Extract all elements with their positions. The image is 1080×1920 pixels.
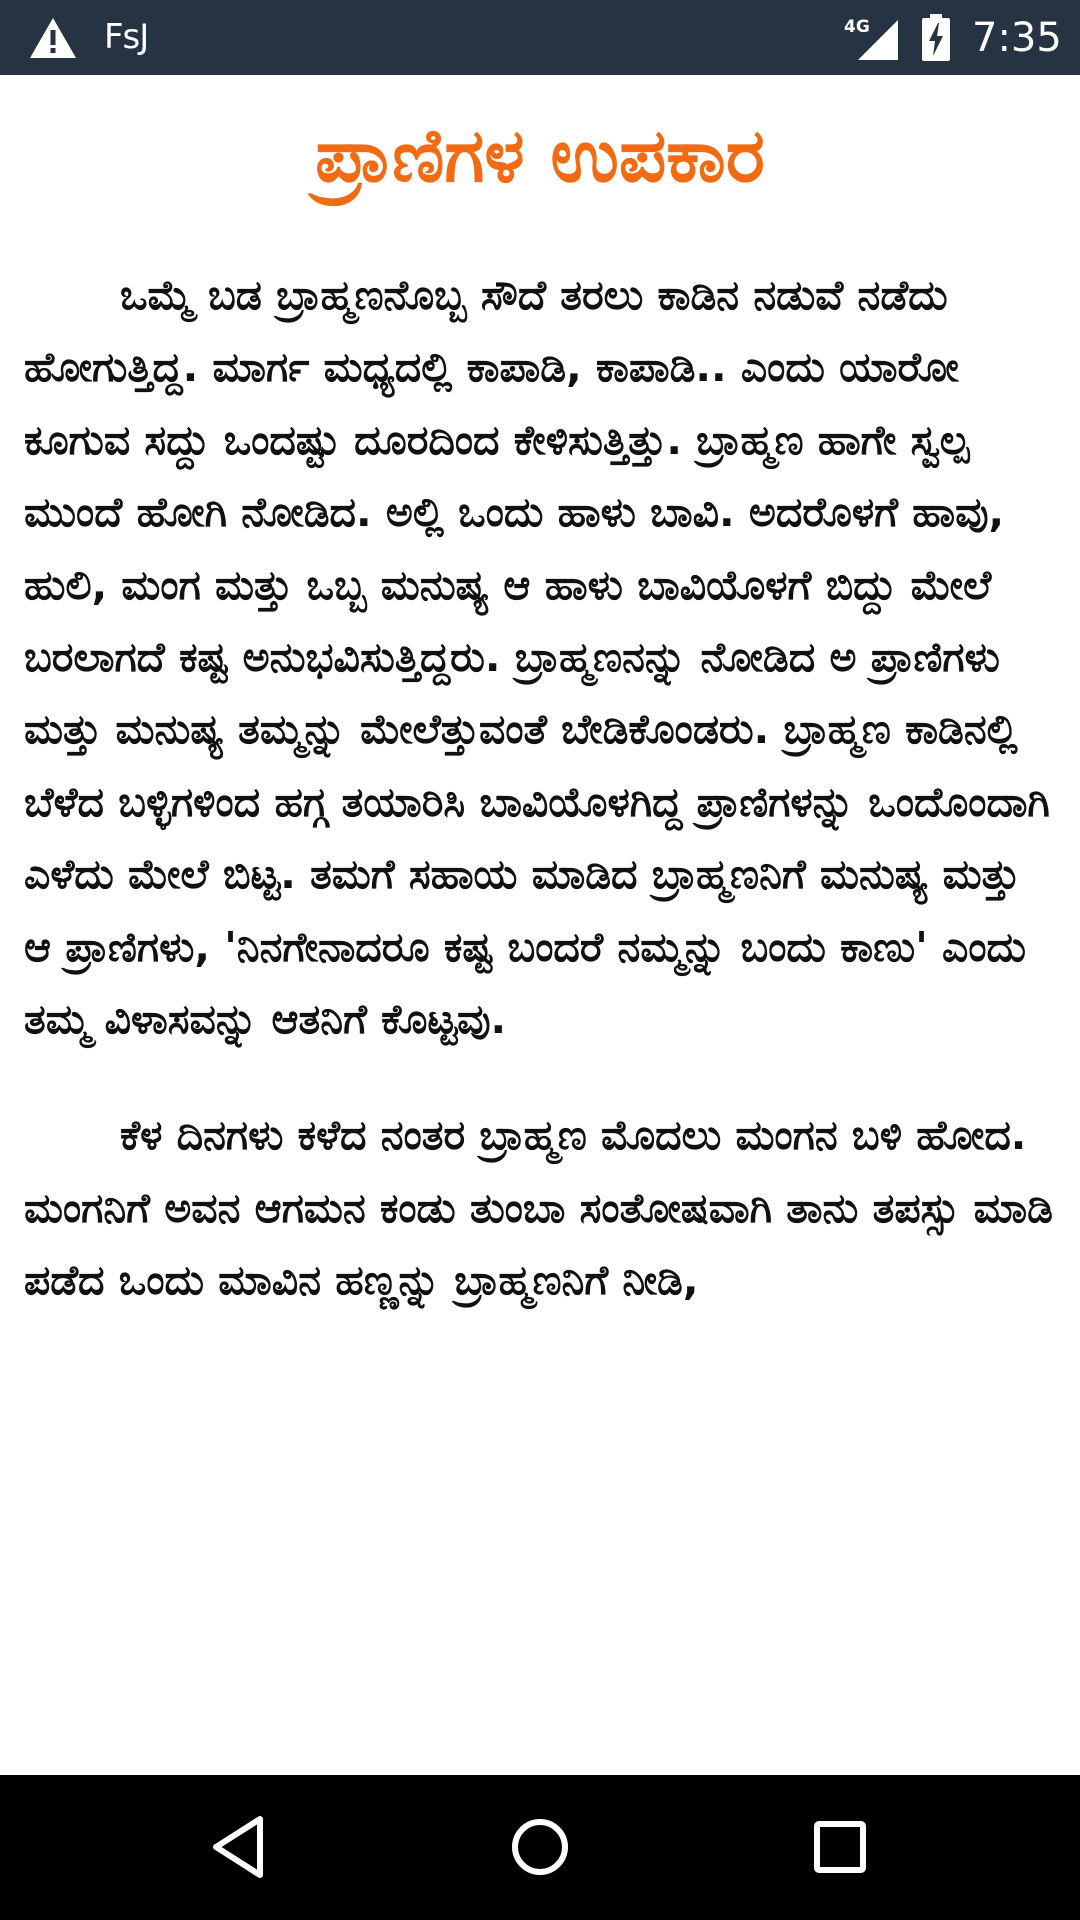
status-app-name: FsJ: [104, 17, 149, 57]
warning-icon: [28, 16, 78, 60]
recent-apps-icon[interactable]: [798, 1805, 882, 1889]
network-type-label: 4G: [844, 17, 870, 37]
article-paragraph-1: ಒಮ್ಮೆ ಬಡ ಬ್ರಾಹ್ಮಣನೊಬ್ಬ ಸೌದೆ ತರಲು ಕಾಡಿನ ನಡುವೆ ನಡೆದು ಹೋಗುತ್ತಿದ್ದ. ಮಾರ್ಗ ಮಧ್ಯದಲ್ಲಿ ಕಾಪಾಡಿ, ಕಾಪಾಡಿ.. ಎಂದು ಯಾರೋ ಕೂಗುವ ಸದ್ದು ಒಂದಷ್ಟು ದೂರದಿಂದ ಕೇಳಿಸುತ್ತಿತ್ತು. ಬ್ರಾಹ್ಮಣ ಹಾಗೇ ಸ್ವಲ್ಪ ಮುಂದೆ ಹೋಗಿ ನೋಡಿದ. ಅಲ್ಲಿ ಒಂದು ಹಾಳು ಬಾವಿ. ಅದರೊಳಗೆ ಹಾವು, ಹುಲಿ, ಮಂಗ ಮತ್ತು ಒಬ್ಬ ಮನುಷ್ಯ ಆ ಹಾಳು ಬಾವಿಯೊಳಗೆ ಬಿದ್ದು ಮೇಲೆ ಬರಲಾಗದೆ ಕಷ್ಟ ಅನುಭವಿಸುತ್ತಿದ್ದರು. ಬ್ರಾಹ್ಮಣನನ್ನು ನೋಡಿದ ಅ ಪ್ರಾಣಿಗಳು ಮತ್ತು ಮನುಷ್ಯ ತಮ್ಮನ್ನು ಮೇಲೆತ್ತುವಂತೆ ಬೇಡಿಕೊಂಡರು. ಬ್ರಾಹ್ಮಣ ಕಾಡಿನಲ್ಲಿ ಬೆಳೆದ ಬಳ್ಳಿಗಳಿಂದ ಹಗ್ಗ ತಯಾರಿಸಿ ಬಾವಿಯೊಳಗಿದ್ದ ಪ್ರಾಣಿಗಳನ್ನು ಒಂದೊಂದಾಗಿ ಎಳೆದು ಮೇಲೆ ಬಿಟ್ಟ. ತಮಗೆ ಸಹಾಯ ಮಾಡಿದ ಬ್ರಾಹ್ಮಣನಿಗೆ ಮನುಷ್ಯ ಮತ್ತು ಆ ಪ್ರಾಣಿಗಳು, 'ನಿನಗೇನಾದರೂ ಕಷ್ಟ ಬಂದರೆ ನಮ್ಮನ್ನು ಬಂದು ಕಾಣು' ಎಂದು ತಮ್ಮ ವಿಳಾಸವನ್ನು ಆತನಿಗೆ ಕೊಟ್ಟವು.: [24, 271, 1050, 1044]
article-content[interactable]: [0, 75, 1080, 1775]
navigation-bar: [0, 1775, 1080, 1920]
signal-4g-icon: [842, 14, 900, 62]
status-time: 7:35: [972, 15, 1062, 61]
status-bar: [0, 0, 1080, 75]
article-paragraph-2: ಕೆಳ ದಿನಗಳು ಕಳೆದ ನಂತರ ಬ್ರಾಹ್ಮಣ ಮೊದಲು ಮಂಗನ ಬಳಿ ಹೋದ. ಮಂಗನಿಗೆ ಅವನ ಆಗಮನ ಕಂಡು ತುಂಬಾ ಸಂತೋಷವಾಗಿ ತಾನು ತಪಸ್ಸು ಮಾಡಿ ಪಡೆದ ಒಂದು ಮಾವಿನ ಹಣ್ಣನ್ನು ಬ್ರಾಹ್ಮಣನಿಗೆ ನೀಡಿ,: [24, 1111, 1053, 1305]
home-icon[interactable]: [498, 1805, 582, 1889]
article-title: ಪ್ರಾಣಿಗಳ ಉಪಕಾರ: [315, 113, 765, 199]
back-icon[interactable]: [198, 1805, 282, 1889]
battery-charging-icon: [921, 14, 951, 62]
